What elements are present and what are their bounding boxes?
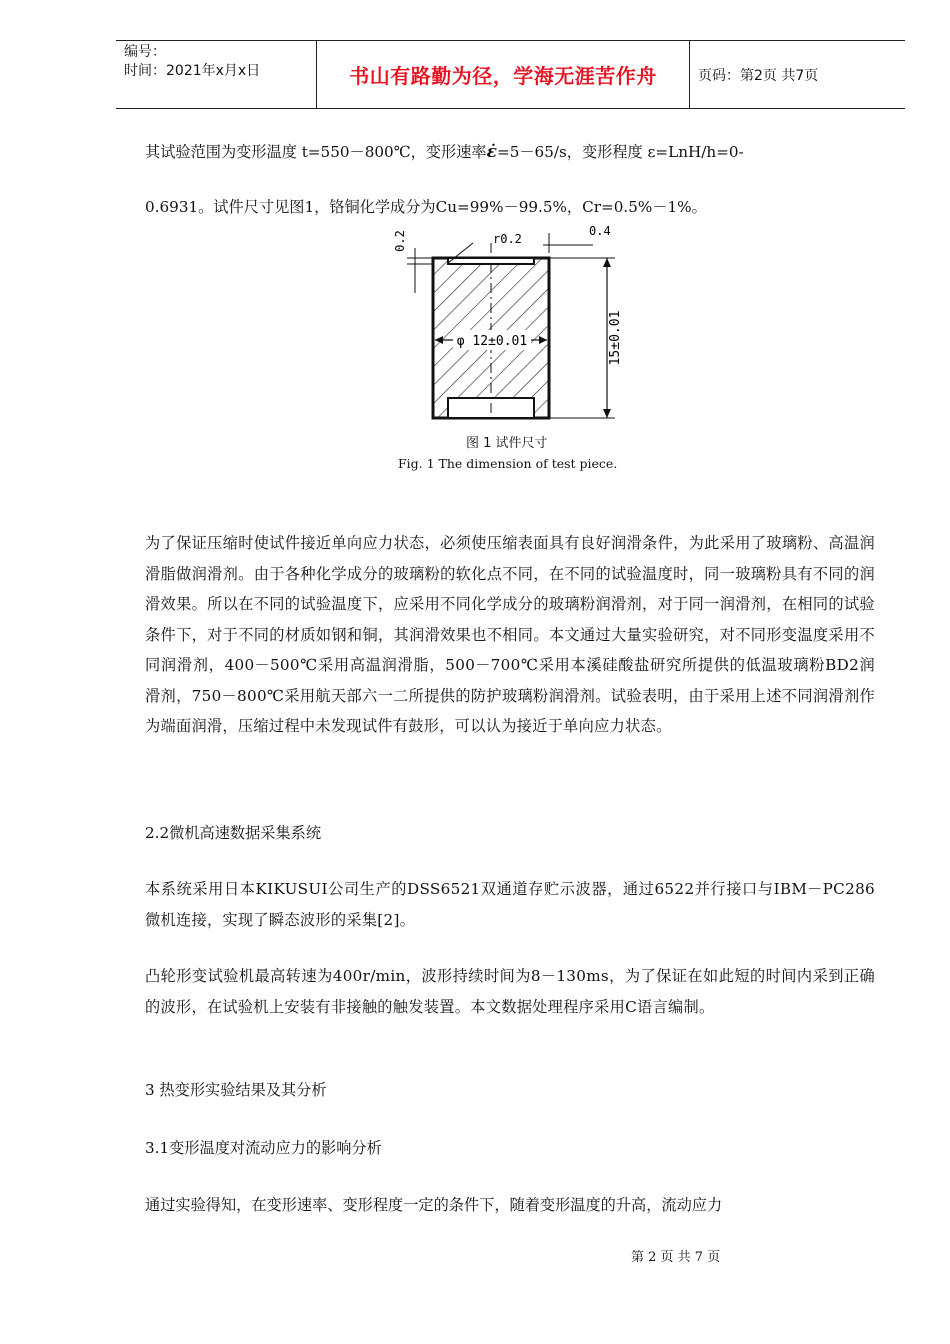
line1-pre: 其试验范围为变形温度 t=550－800℃，变形速率 — [145, 143, 487, 161]
figure-caption-zh: 图 1 试件尺寸 — [466, 436, 548, 451]
section-heading-2-2: 2.2微机高速数据采集系统 — [145, 824, 322, 842]
header-motto: 书山有路勤为径，学海无涯苦作舟 — [316, 41, 690, 108]
section-heading-3-1: 3.1变形温度对流动应力的影响分析 — [145, 1139, 382, 1157]
height-arrowhead-bottom — [603, 409, 611, 418]
diameter-label: φ 12±0.01 — [456, 334, 528, 349]
time-label: 时间：2021年x月x日 — [124, 63, 261, 79]
body-line-2: 0.6931。试件尺寸见图1，铬铜化学成分为Cu=99%－99.5%，Cr=0.5%－1%。 — [145, 198, 707, 216]
section-heading-3: 3 热变形实验结果及其分析 — [145, 1081, 327, 1099]
page-footer: 第 2 页 共 7 页 — [631, 1250, 721, 1265]
dim-02-label: 0.2 — [393, 230, 407, 252]
number-label: 编号： — [124, 44, 166, 60]
paragraph-last: 通过实验得知，在变形速率、变形程度一定的条件下，随着变形温度的升高，流动应力 — [145, 1196, 723, 1214]
header-page-label: 页码：第2页 共7页 — [698, 67, 819, 84]
strain-rate-symbol: ε̇ — [486, 142, 497, 162]
line1-post: =5－65/s，变形程度 ε=LnH/h=0- — [496, 143, 744, 161]
radius-label: r0.2 — [493, 232, 522, 246]
height-arrowhead-top — [603, 258, 611, 267]
paragraph-system: 本系统采用日本KIKUSUI公司生产的DSS6521双通道存贮示波器，通过6522并行接口与IBM－PC286微机连接，实现了瞬态波形的采集[2]。 — [145, 880, 875, 929]
figure-caption-en: Fig. 1 The dimension of test piece. — [398, 456, 618, 471]
header-meta — [116, 41, 316, 108]
dim-04-label: 0.4 — [589, 224, 611, 238]
paragraph-lubricant: 为了保证压缩时使试件接近单向应力状态，必须使压缩表面具有良好润滑条件，为此采用了玻璃粉、高温润滑脂做润滑剂。由于各种化学成分的玻璃粉的软化点不同，在不同的试验温度时，同一玻璃粉具有不同的润滑效果。所以在不同的试验温度下，应采用不同化学成分的玻璃粉润滑剂，对于同一润滑剂，在相同的试验条件下，对于不同的材质如钢和铜，其润滑效果也不相同。本文通过大量实验研究，对不同形变温度采用不同润滑剂，400－500℃采用高温润滑脂，500－700℃采用本溪硅酸盐研究所提供的低温玻璃粉BD2润滑剂，750－800℃采用航天部六一二所提供的防护玻璃粉润滑剂。试验表明，由于采用上述不同润滑剂作为端面润滑，压缩过程中未发现试件有鼓形，可以认为接近于单向应力状态。 — [145, 534, 875, 735]
body-line-1 — [145, 138, 744, 166]
height-label: 15±0.01 — [608, 310, 623, 366]
paragraph-cam: 凸轮形变试验机最高转速为400r/min，波形持续时间为8－130ms，为了保证在如此短的时间内采到正确的波形，在试验机上安装有非接触的触发装置。本文数据处理程序采用C语言编制。 — [145, 967, 875, 1016]
page-header — [116, 40, 905, 109]
